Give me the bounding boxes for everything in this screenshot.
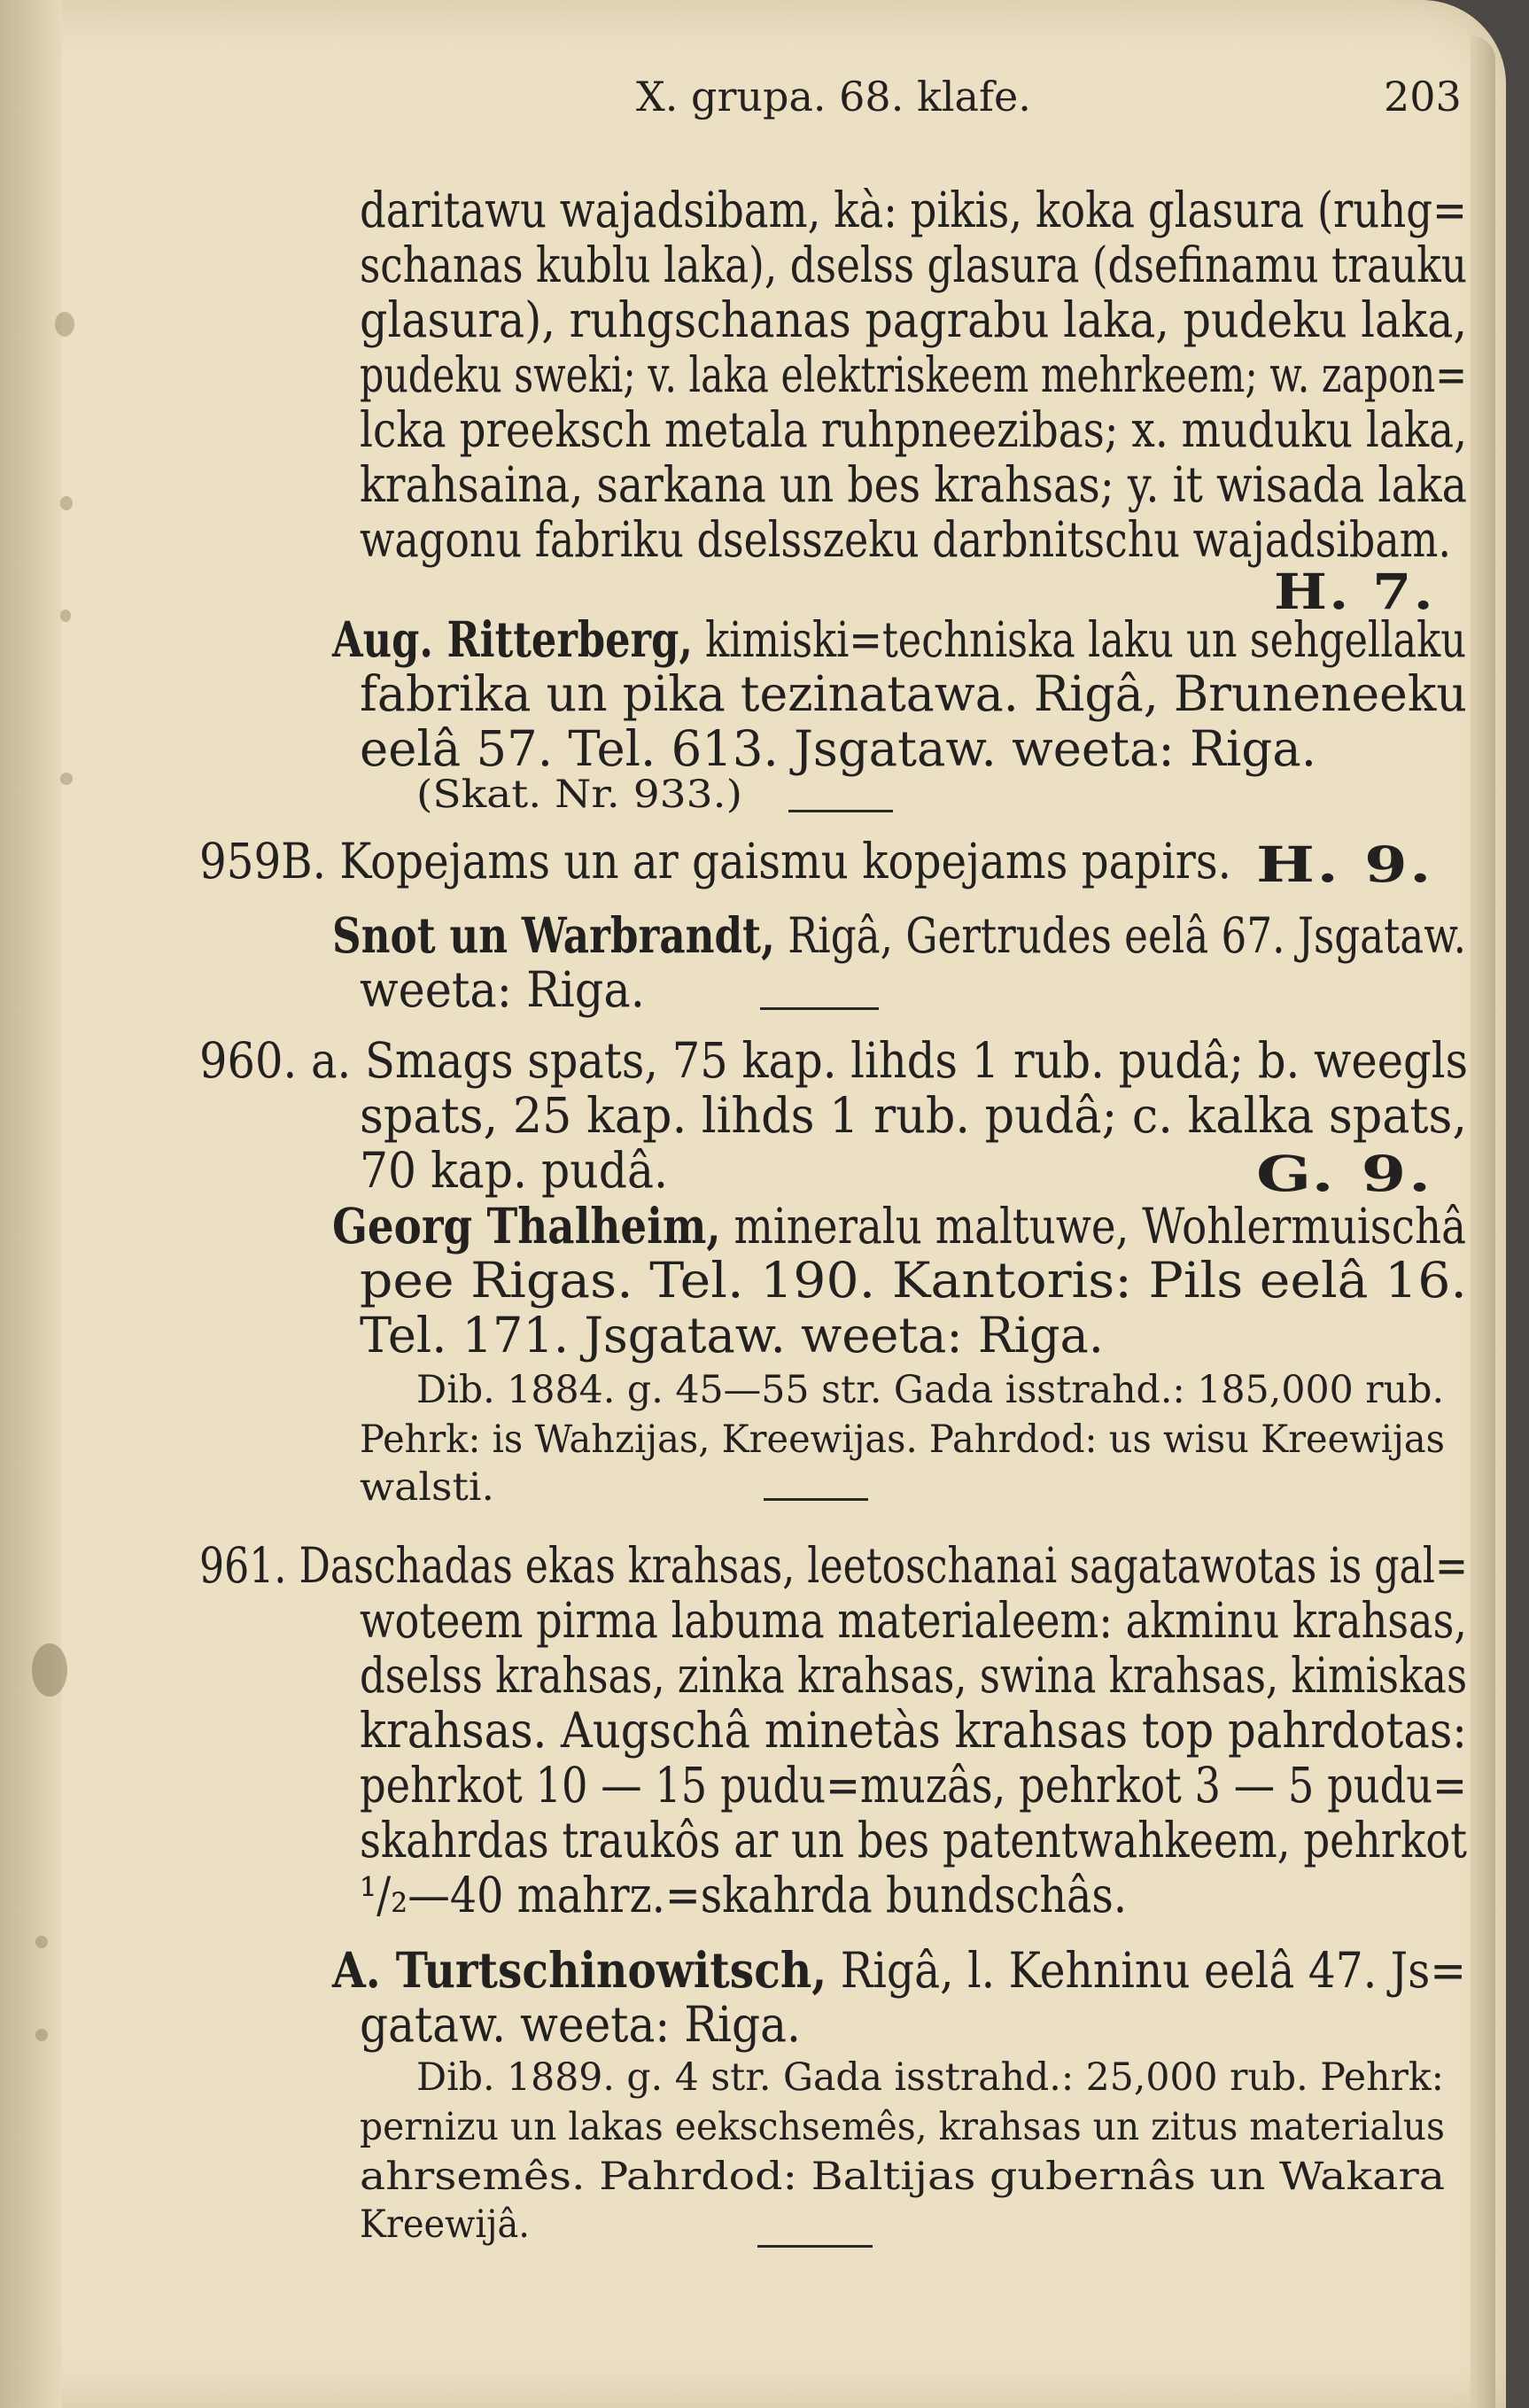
text-line: Kreewijâ. — [360, 2202, 530, 2247]
text-line: H. 7. — [1274, 563, 1435, 620]
text-line: 961. Daschadas ekas krahsas, leetoschanai sagatawotas is gal= — [199, 1537, 1468, 1594]
text-line: Pehrk: is Wahzijas, Kreewijas. Pahrdod: us wisu Kreewijas — [360, 1418, 1445, 1462]
text-line: ¹/₂—40 mahrz.=skahrda bundschâs. — [360, 1867, 1127, 1923]
text-line: wagonu fabriku dselsszeku darbnitschu wajadsibam. — [360, 511, 1451, 568]
text-line: dselss krahsas, zinka krahsas, swina krahsas, kimiskas — [360, 1647, 1467, 1704]
firm-name: Georg Thalheim, — [332, 1197, 721, 1254]
text-line: glasura), ruhgschanas pagrabu laka, pudeku laka, — [360, 291, 1467, 348]
text-line: Snot un Warbrandt, Rigâ, Gertrudes eelâ 67. Jsgataw. — [332, 906, 1466, 964]
text-line: gataw. weeta: Riga. — [360, 1996, 801, 2053]
running-header — [636, 73, 1031, 120]
text-line: Georg Thalheim, mineralu maltuwe, Wohlermuischâ — [332, 1197, 1466, 1254]
firm-name: Aug. Ritterberg, — [332, 610, 693, 668]
section-divider — [757, 2245, 873, 2248]
section-divider — [764, 1498, 868, 1501]
page-number: 203 — [1384, 73, 1462, 120]
text-line: H. 9. — [1256, 835, 1433, 893]
text-line: fabrika un pika tezinatawa. Rigâ, Bruneneeku — [360, 665, 1467, 722]
text-line: ahrsemês. Pahrdod: Baltijas gubernâs un Wakara — [360, 2155, 1445, 2199]
text-line: 960. a. Smags spats, 75 kap. lihds 1 rub. pudâ; b. weegls — [199, 1032, 1468, 1089]
text-line: skahrdas traukôs ar un bes patentwahkeem, pehrkot — [360, 1812, 1467, 1868]
text-line: walsti. — [360, 1465, 494, 1510]
page-gutter — [0, 0, 62, 2408]
text-line: schanas kublu laka), dselss glasura (dsefinamu trauku — [360, 237, 1467, 293]
text-line: pee Rigas. Tel. 190. Kantoris: Pils eelâ 16. — [360, 1252, 1467, 1309]
text-line: (Skat. Nr. 933.) — [416, 773, 742, 817]
firm-name: A. Turtschinowitsch, — [332, 1941, 827, 1999]
text-line: Dib. 1889. g. 4 str. Gada isstrahd.: 25,000 rub. Pehrk: — [416, 2055, 1444, 2100]
text-line: spats, 25 kap. lihds 1 rub. pudâ; c. kalka spats, — [360, 1087, 1467, 1144]
section-divider — [788, 810, 893, 812]
text-line: Aug. Ritterberg, kimiski=techniska laku un sehgellaku — [332, 610, 1466, 668]
text-line: krahsaina, sarkana un bes krahsas; y. it wisada laka — [360, 456, 1467, 513]
text-line: G. 9. — [1256, 1145, 1433, 1202]
text-line: pehrkot 10 — 15 pudu=muzâs, pehrkot 3 — 5 pudu= — [360, 1757, 1467, 1814]
firm-name: Snot un Warbrandt, — [332, 906, 775, 964]
text-line: weeta: Riga. — [360, 961, 645, 1018]
text-line: pernizu un lakas eekschsemês, krahsas un zitus materialus — [360, 2105, 1445, 2149]
text-line: pudeku sweki; v. laka elektriskeem mehrkeem; w. zapon= — [360, 346, 1467, 403]
text-line: Dib. 1884. g. 45—55 str. Gada isstrahd.: 185,000 rub. — [416, 1368, 1444, 1412]
text-line: Tel. 171. Jsgataw. weeta: Riga. — [360, 1307, 1104, 1363]
text-line: 70 kap. pudâ. — [360, 1142, 668, 1199]
page-edge — [1471, 35, 1495, 2408]
group-class-title: X. grupa. 68. klafe. — [636, 73, 1031, 120]
text-line: A. Turtschinowitsch, Rigâ, l. Kehninu eelâ 47. Js= — [332, 1941, 1466, 1999]
text-line: 959B. Kopejams un ar gaismu kopejams papirs. — [199, 833, 1231, 889]
text-line: krahsas. Augschâ minetàs krahsas top pahrdotas: — [360, 1702, 1467, 1759]
text-line: lcka preeksch metala ruhpneezibas; x. muduku laka, — [360, 401, 1467, 458]
text-line: woteem pirma labuma materialeem: akminu krahsas, — [360, 1592, 1467, 1649]
section-divider — [760, 1007, 879, 1010]
text-line: daritawu wajadsibam, kà: pikis, koka glasura (ruhg= — [360, 182, 1467, 238]
text-line: eelâ 57. Tel. 613. Jsgataw. weeta: Riga. — [360, 720, 1316, 777]
